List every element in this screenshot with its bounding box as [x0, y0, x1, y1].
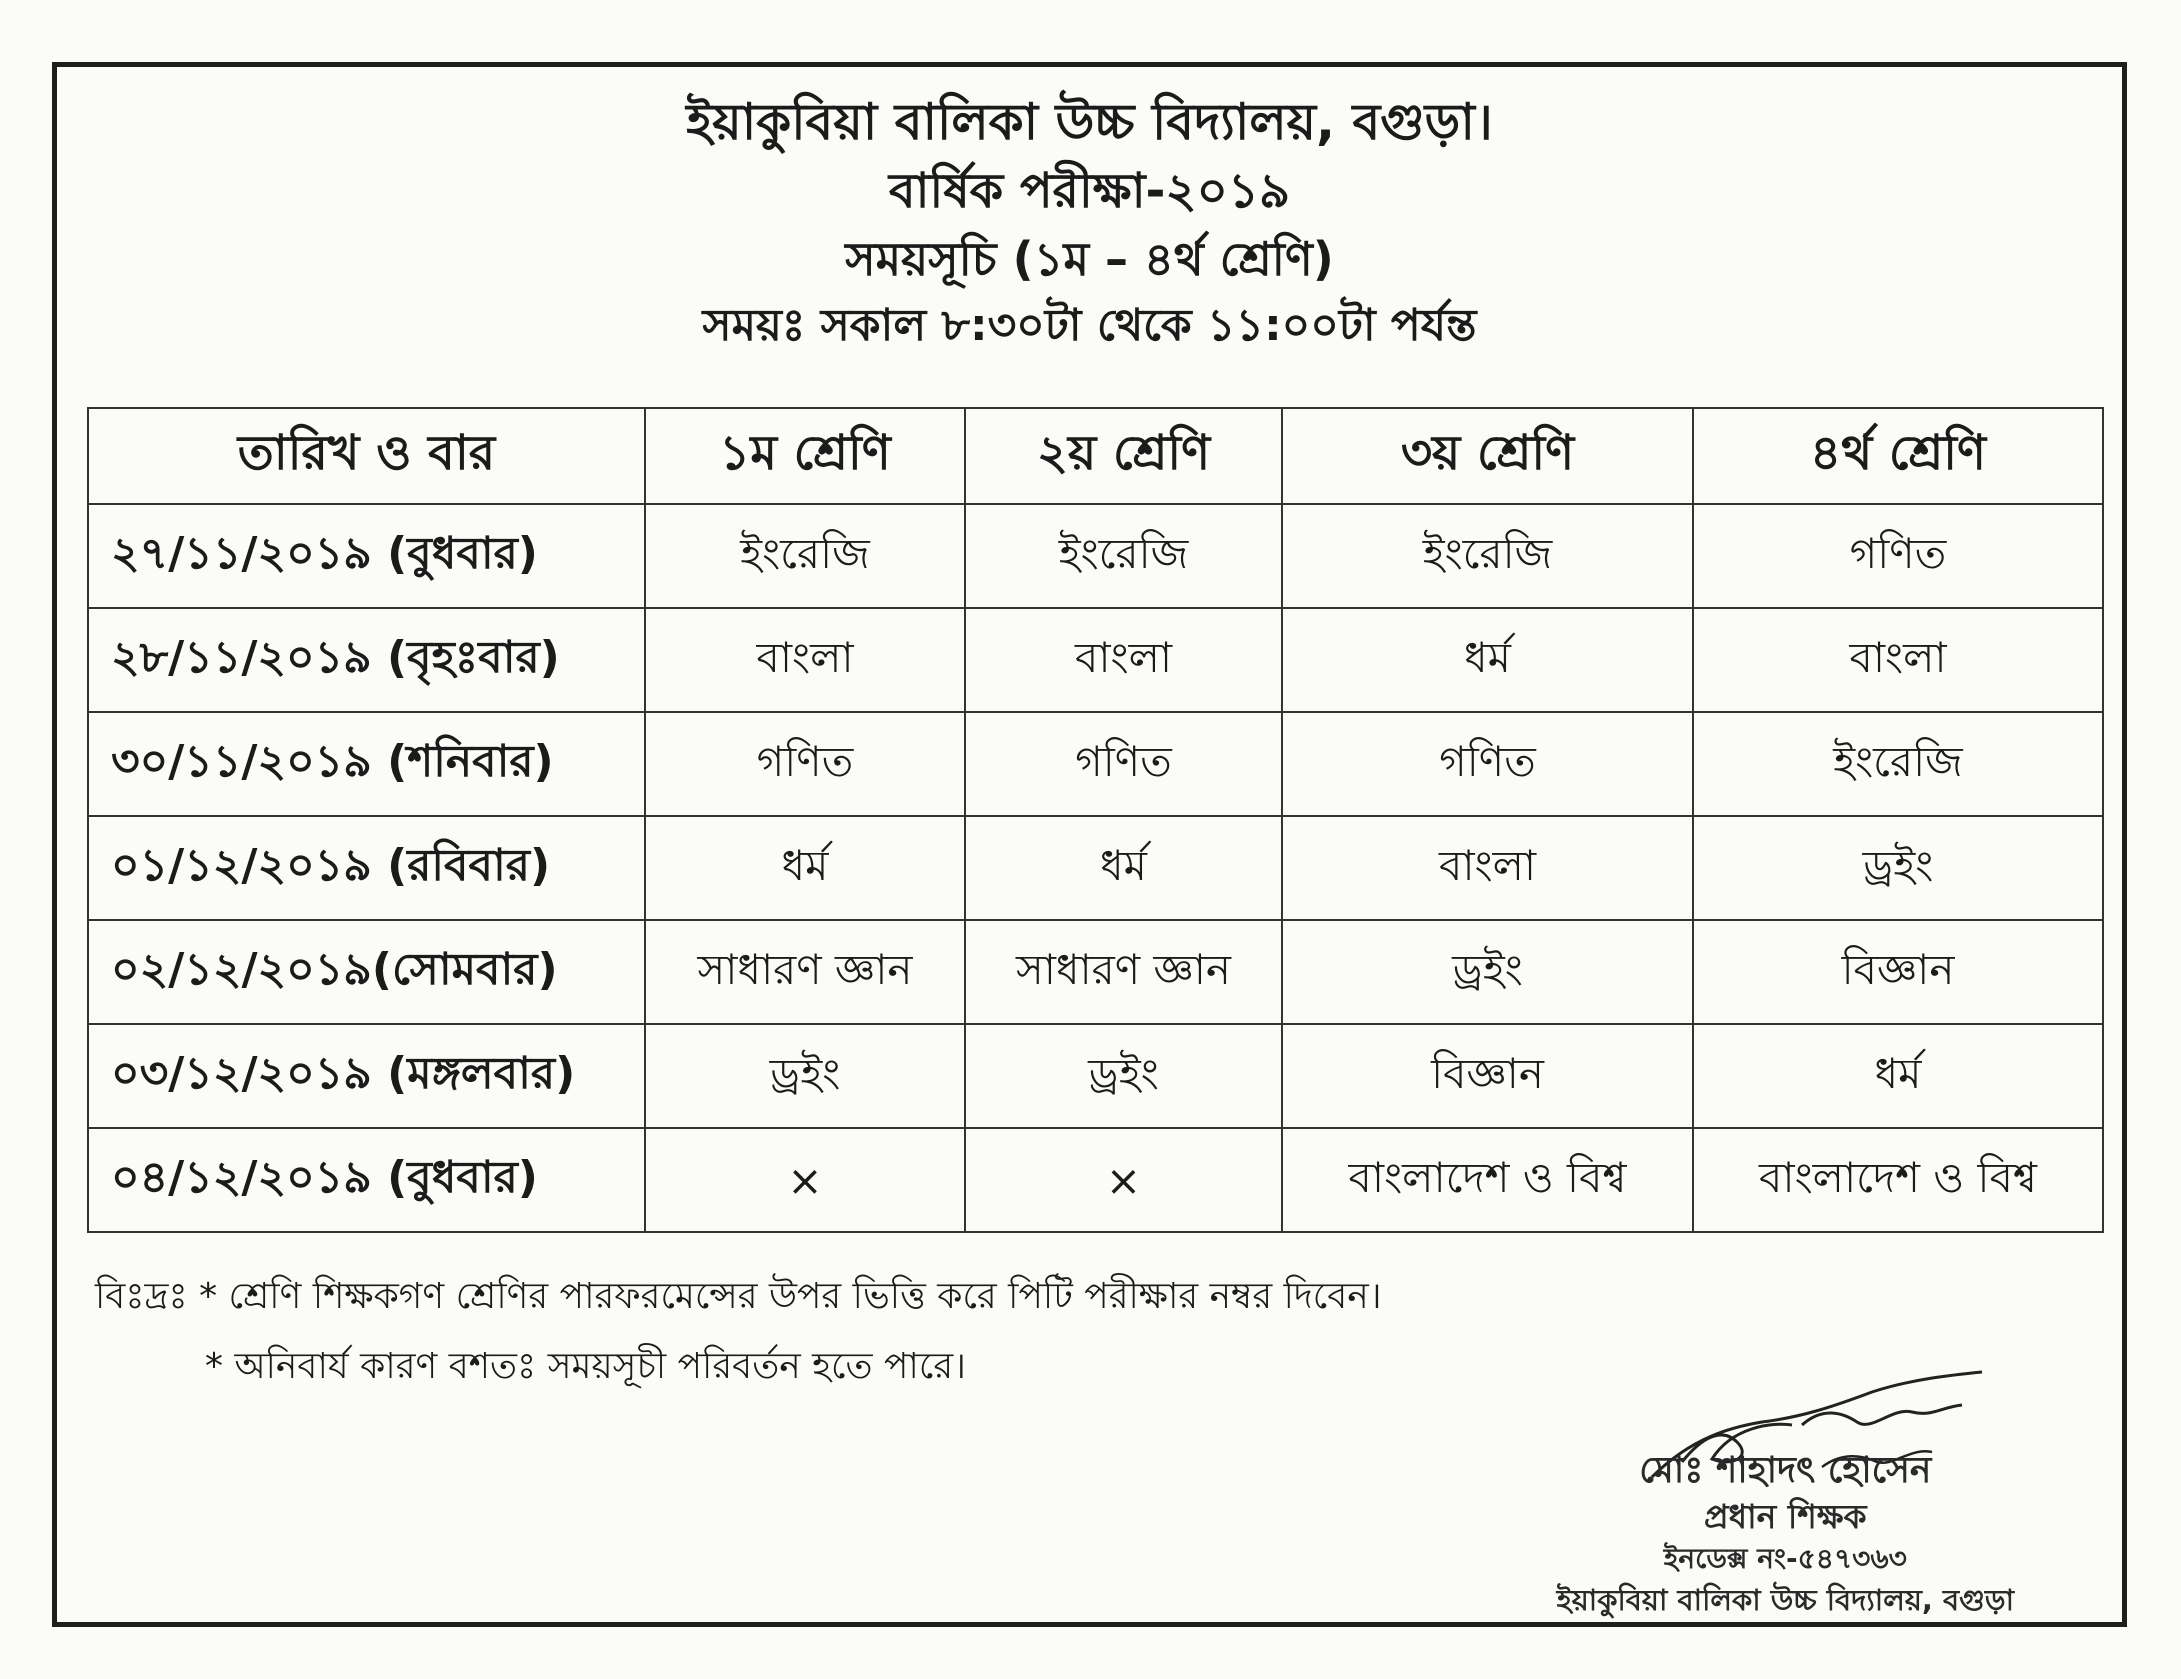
school-name: ইয়াকুবিয়া বালিকা উচ্চ বিদ্যালয়, বগুড়া। [686, 93, 1493, 151]
subject-cell: ধর্ম [645, 816, 965, 920]
subject-cell: ধর্ম [965, 816, 1282, 920]
subject-cell: গণিত [1282, 712, 1693, 816]
row-date: ০৩/১২/২০১৯ (মঙ্গলবার) [88, 1024, 645, 1128]
subject-cell: × [645, 1128, 965, 1232]
table-row [88, 816, 2103, 920]
subject-cell: বাংলা [645, 608, 965, 712]
header-class-3: ৩য় শ্রেণি [1282, 408, 1693, 504]
subject-cell: ড্রইং [965, 1024, 1282, 1128]
routine-title: সময়সূচি (১ম – ৪র্থ শ্রেণি) [845, 232, 1334, 286]
row-date: ২৮/১১/২০১৯ (বৃহঃবার) [88, 608, 645, 712]
note-line-1: বিঃদ্রঃ * শ্রেণি শিক্ষকগণ শ্রেণির পারফরমেন্সের উপর ভিত্তি করে পিটি পরীক্ষার নম্বর দিবেন। [95, 1276, 1382, 1317]
subject-cell: ইংরেজি [965, 504, 1282, 608]
subject-cell: ইংরেজি [1693, 712, 2103, 816]
document-header [57, 87, 2122, 359]
subject-cell: ড্রইং [645, 1024, 965, 1128]
note-line-2: * অনিবার্য কারণ বশতঃ সময়সূচী পরিবর্তন হতে পারে। [205, 1346, 966, 1387]
subject-cell: × [965, 1128, 1282, 1232]
subject-cell: বিজ্ঞান [1693, 920, 2103, 1024]
table-row [88, 1024, 2103, 1128]
document-frame [52, 62, 2127, 1627]
table-row [88, 920, 2103, 1024]
notes-section [95, 1262, 1382, 1402]
subject-cell: ধর্ম [1282, 608, 1693, 712]
table-header-row [88, 408, 2103, 504]
exam-time: সময়ঃ সকাল ৮:৩০টা থেকে ১১:০০টা পর্যন্ত [702, 300, 1477, 351]
table-row [88, 504, 2103, 608]
subject-cell: ইংরেজি [645, 504, 965, 608]
subject-cell: ধর্ম [1693, 1024, 2103, 1128]
subject-cell: বাংলা [1693, 608, 2103, 712]
seal-school: ইয়াকুবিয়া বালিকা উচ্চ বিদ্যালয়, বগুড়া [1556, 1583, 2014, 1617]
header-class-2: ২য় শ্রেণি [965, 408, 1282, 504]
subject-cell: বাংলাদেশ ও বিশ্ব [1282, 1128, 1693, 1232]
subject-cell: সাধারণ জ্ঞান [965, 920, 1282, 1024]
row-date: ৩০/১১/২০১৯ (শনিবার) [88, 712, 645, 816]
seal-index: ইনডেক্স নং-৫৪৭৩৬৩ [1663, 1542, 1907, 1575]
subject-cell: বাংলা [965, 608, 1282, 712]
seal-designation: প্রধান শিক্ষক [1703, 1497, 1867, 1536]
subject-cell: বিজ্ঞান [1282, 1024, 1693, 1128]
row-date: ০৪/১২/২০১৯ (বুধবার) [88, 1128, 645, 1232]
signature-text: শাহাদৎ ২৮/১০/১৯ [1612, 1367, 1620, 1368]
exam-title: বার্ষিক পরীক্ষা-২০১৯ [888, 163, 1291, 219]
table-row [88, 712, 2103, 816]
row-date: ০১/১২/২০১৯ (রবিবার) [88, 816, 645, 920]
subject-cell: বাংলাদেশ ও বিশ্ব [1693, 1128, 2103, 1232]
exam-schedule-table [87, 407, 2104, 1233]
row-date: ০২/১২/২০১৯(সোমবার) [88, 920, 645, 1024]
header-class-1: ১ম শ্রেণি [645, 408, 965, 504]
headmaster-seal [1557, 1447, 2014, 1621]
subject-cell: ড্রইং [1693, 816, 2103, 920]
subject-cell: ইংরেজি [1282, 504, 1693, 608]
row-date: ২৭/১১/২০১৯ (বুধবার) [88, 504, 645, 608]
subject-cell: গণিত [645, 712, 965, 816]
subject-cell: সাধারণ জ্ঞান [645, 920, 965, 1024]
table-row [88, 608, 2103, 712]
header-class-4: ৪র্থ শ্রেণি [1693, 408, 2103, 504]
seal-name: মোঃ শাহাদৎ হোসেন [1639, 1450, 1932, 1491]
subject-cell: ড্রইং [1282, 920, 1693, 1024]
subject-cell: গণিত [1693, 504, 2103, 608]
subject-cell: গণিত [965, 712, 1282, 816]
header-date-day: তারিখ ও বার [88, 408, 645, 504]
subject-cell: বাংলা [1282, 816, 1693, 920]
table-row [88, 1128, 2103, 1232]
